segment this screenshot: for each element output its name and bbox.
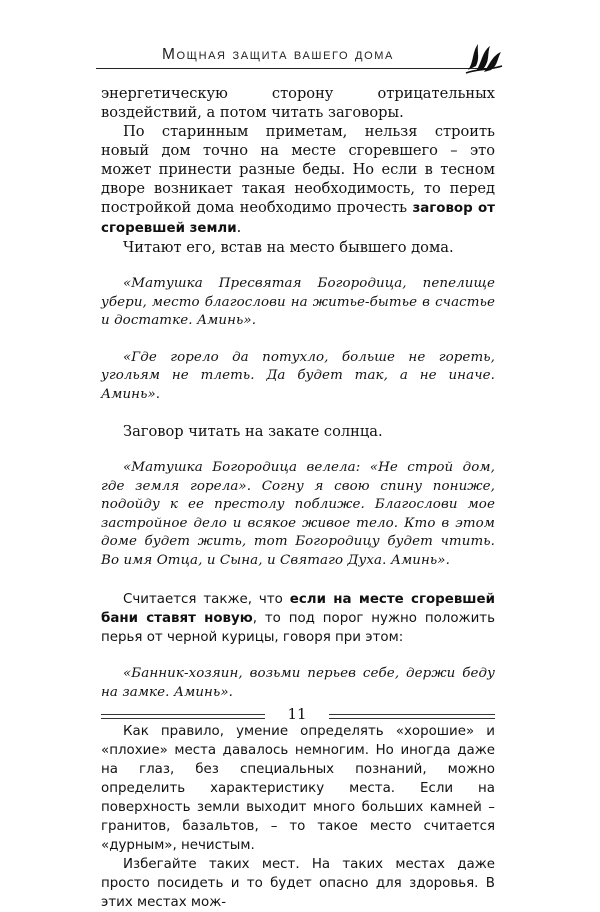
spell-quote: «Матушка Пресвятая Богородица, пепелище убери, место благослови на житье-бытье в счастье и достатке. Аминь».: [101, 276, 495, 328]
bold-term: заговор от сгоревшей земли: [101, 201, 495, 236]
page-number: 11: [287, 705, 307, 723]
header-rule: [96, 68, 492, 69]
paragraph-burned-site: [101, 122, 495, 238]
footer-rule: [329, 714, 495, 719]
paragraph-places: Избегайте таких мест. На таких местах даже просто посидеть и то будет опасно для здоровья. В этих местах мож-: [101, 857, 495, 910]
page-body: [101, 84, 495, 912]
running-header: [96, 46, 508, 66]
paragraph-bathhouse: [101, 590, 495, 647]
paragraph-text: По старинным приметам, нельзя строить новый дом точно на месте сгоревшего – это может принести разные беды. Но если в тесном дворе возникает такая необходимость, то перед постройкой дома необходимо прочесть: [101, 123, 495, 216]
paragraph-continuation: энергетическую сторону отрицательных воздействий, а потом читать заговоры.: [101, 85, 495, 121]
spell-quote: «Банник-хозяин, возьми перьев себе, держи беду на замке. Аминь».: [101, 666, 495, 700]
spell-quote: «Матушка Богородица велела: «Не строй дом, где земля горела». Согну я свою спину пониже, подойду к ее престолу поближе. Благослови мое застройное дело и всякое живое тело. Кто в этом доме будет жить, тот Богородицу будет чтить. Во имя Отца, и Сына, и Святаго Духа. Аминь».: [101, 460, 495, 568]
paragraph-text: Считается также, что: [123, 592, 290, 607]
paragraph-instruction: Читают его, встав на место бывшего дома.: [123, 239, 454, 256]
paragraph-text: , то под порог нужно положить перья от черной курицы, говоря при этом:: [101, 611, 495, 645]
header-title: Мощная защита вашего дома: [162, 46, 394, 63]
footer-rule: [101, 714, 265, 719]
paragraph-text: .: [236, 219, 242, 236]
flourish-icon: [464, 40, 504, 76]
paragraph-places: Как правило, умение определять «хорошие» и «плохие» места давалось немногим. Но иногда даже на глаз, без специальных познаний, можно определить характеристику места. Если на поверхность земли выходит много больших камней – гранитов, базальтов, – то такое место считается «дурным», нечистым.: [101, 724, 495, 853]
bold-term: если на месте сгоревшей бани ставят новую: [101, 592, 495, 626]
page-footer: [101, 705, 497, 725]
paragraph-instruction: Заговор читать на закате солнца.: [123, 423, 383, 440]
spell-quote: «Где горело да потухло, больше не гореть, угольям не тлеть. Да будет так, а не иначе. Аминь».: [101, 349, 495, 402]
